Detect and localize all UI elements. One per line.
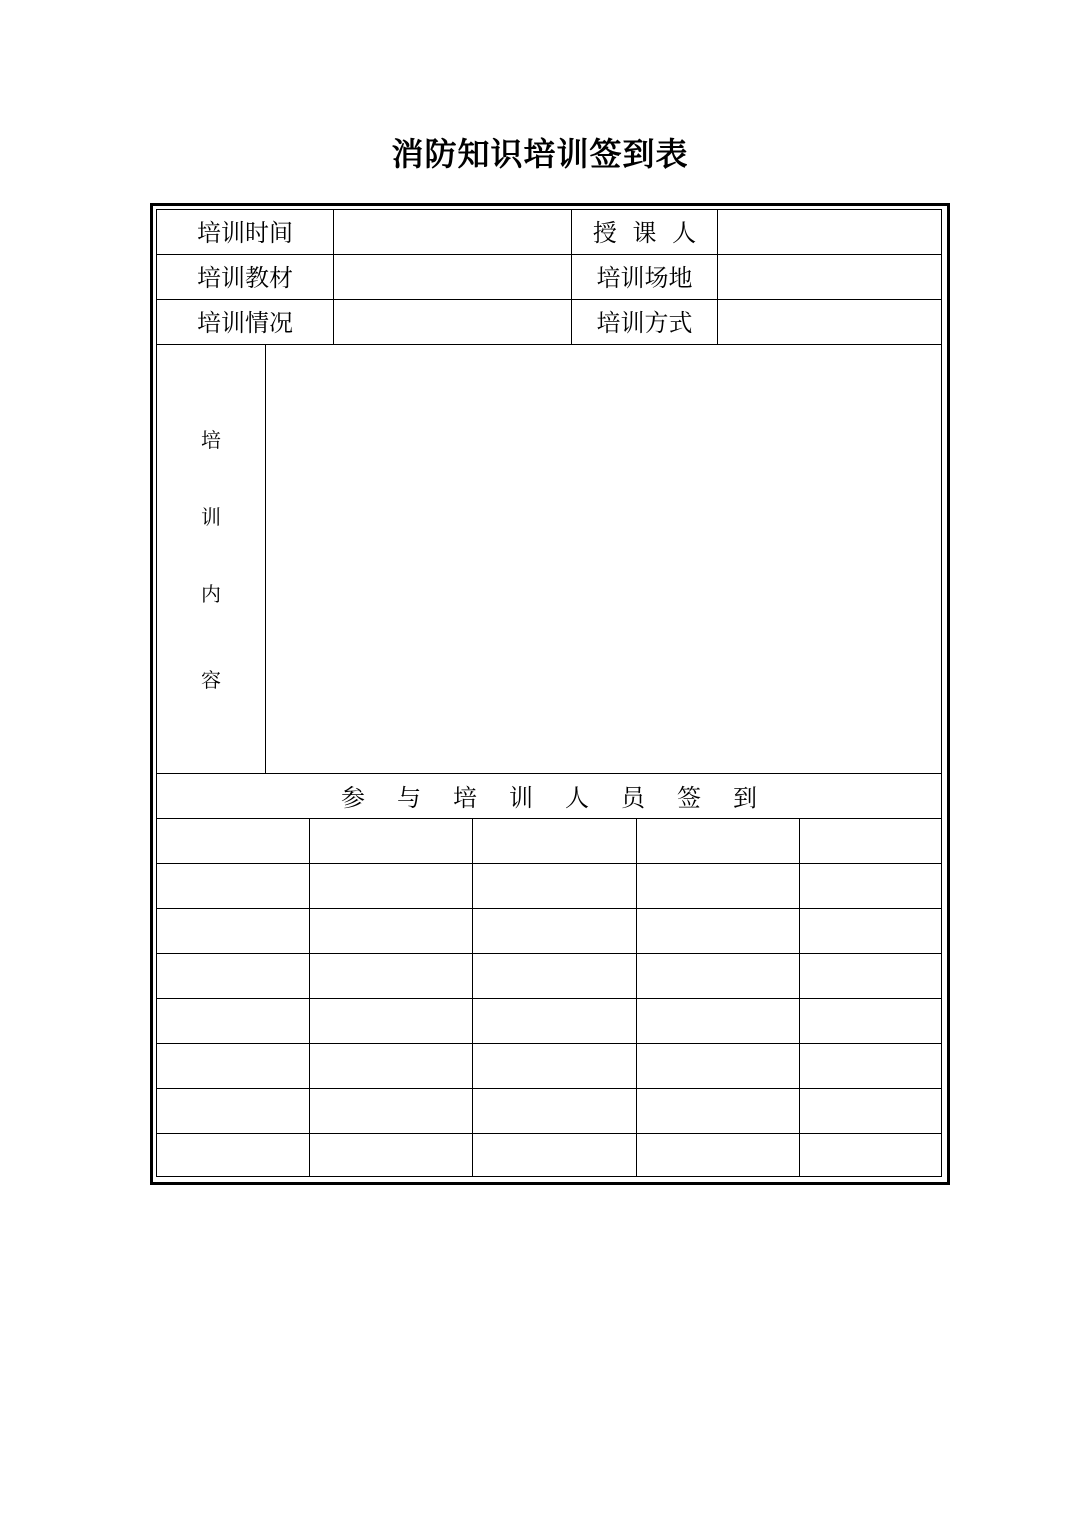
signin-cell[interactable] [478,1051,630,1081]
signin-header-char: 到 [733,783,757,812]
signin-header-divider [156,818,942,819]
signin-cell[interactable] [642,1051,793,1081]
signin-cell[interactable] [805,1051,936,1081]
page-title: 消防知识培训签到表 [391,135,689,173]
signin-row-divider [156,908,942,909]
label-training-venue: 培训场地 [596,264,693,292]
signin-cell[interactable] [162,1051,303,1081]
signin-cell[interactable] [642,1096,793,1126]
signin-row-divider [156,953,942,954]
signin-cell[interactable] [642,916,793,946]
signin-cell[interactable] [805,1141,936,1171]
signin-header-char: 培 [453,783,477,812]
signin-cell[interactable] [478,826,630,856]
label-training-time: 培训时间 [197,219,293,247]
col-divider [333,209,334,344]
signin-header-char: 与 [397,783,421,812]
label-training-status: 培训情况 [197,309,293,337]
signin-col-divider [799,818,800,1177]
signin-cell[interactable] [478,961,630,991]
signin-cell[interactable] [805,961,936,991]
signin-cell[interactable] [642,1006,793,1036]
signin-cell[interactable] [805,1096,936,1126]
col-divider [717,209,718,344]
signin-col-divider [309,818,310,1177]
signin-header-char: 参 [341,783,365,812]
signin-cell[interactable] [162,916,303,946]
signin-row-divider [156,998,942,999]
signin-cell[interactable] [478,1141,630,1171]
signin-cell[interactable] [805,826,936,856]
content-label-char: 训 [201,505,221,529]
signin-cell[interactable] [315,1051,466,1081]
signin-cell[interactable] [315,1141,466,1171]
signin-cell[interactable] [162,1006,303,1036]
signin-cell[interactable] [315,961,466,991]
label-training-method: 培训方式 [596,309,693,337]
signin-cell[interactable] [805,871,936,901]
signin-header-char: 人 [565,783,589,812]
signin-header-char: 员 [621,783,645,812]
signin-cell[interactable] [642,871,793,901]
signin-row-divider [156,863,942,864]
signin-row-divider [156,1088,942,1089]
signin-cell[interactable] [315,1006,466,1036]
content-label-char: 容 [201,668,221,692]
signin-col-divider [472,818,473,1177]
label-training-material: 培训教材 [197,264,293,292]
signin-header-char: 训 [509,783,533,812]
signin-cell[interactable] [642,1141,793,1171]
signin-cell[interactable] [162,826,303,856]
signin-cell[interactable] [162,1141,303,1171]
signin-cell[interactable] [478,1006,630,1036]
signin-cell[interactable] [315,1096,466,1126]
signin-header [157,773,941,817]
label-instructor: 授 课 人 [592,219,697,247]
row-divider [156,254,942,255]
signin-cell[interactable] [315,826,466,856]
signin-cell[interactable] [315,916,466,946]
signin-cell[interactable] [162,1096,303,1126]
row-divider [156,344,942,345]
signin-header-char: 签 [677,783,701,812]
row-divider [156,299,942,300]
signin-cell[interactable] [478,1096,630,1126]
signin-cell[interactable] [642,826,793,856]
signin-row-divider [156,1133,942,1134]
signin-cell[interactable] [315,871,466,901]
content-label-char: 内 [201,582,221,606]
signin-cell[interactable] [162,961,303,991]
signin-cell[interactable] [805,916,936,946]
content-label-divider [265,344,266,773]
signin-row-divider [156,1043,942,1044]
signin-cell[interactable] [805,1006,936,1036]
signin-col-divider [636,818,637,1177]
signin-cell[interactable] [162,871,303,901]
signin-cell[interactable] [478,871,630,901]
signin-cell[interactable] [478,916,630,946]
content-label-char: 培 [201,428,221,452]
signin-cell[interactable] [642,961,793,991]
